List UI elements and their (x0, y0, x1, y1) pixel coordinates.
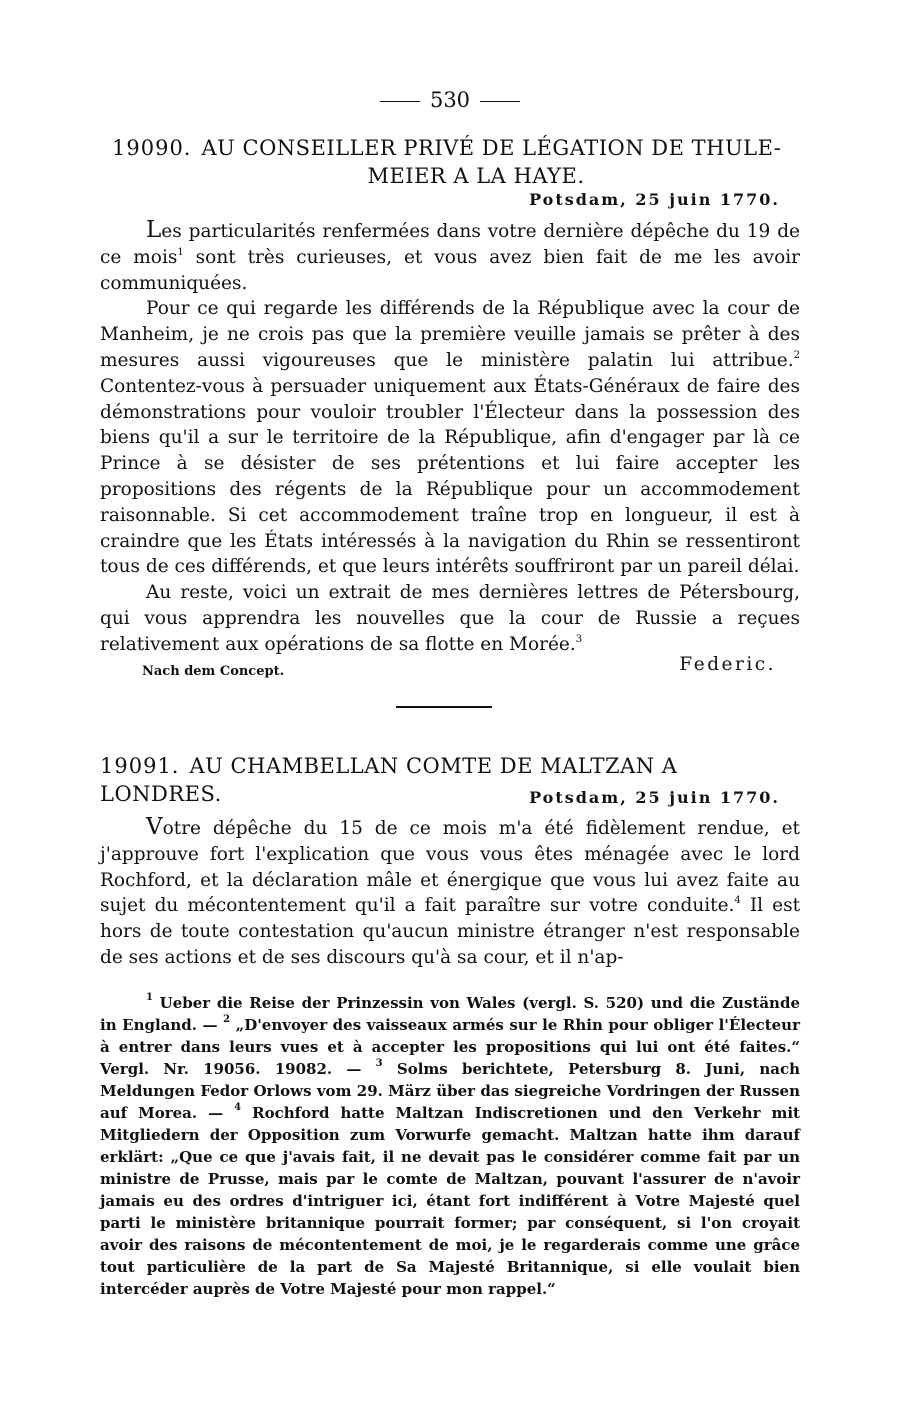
letter-title-line1: AU CONSEILLER PRIVÉ DE LÉGATION DE THULE- (201, 136, 782, 160)
separator-rule (396, 706, 492, 708)
letter-heading-19090 (100, 134, 800, 190)
letter-title-line1: AU CHAMBELLAN COMTE DE MALTZAN A LONDRES. (100, 754, 678, 806)
text-span: Contentez-vous à persuader uniquement aux États-Généraux de faire des démonstrations pour vouloir troubler l'Électeur dans la possession des biens qu'il a sur le territoire de la République, afin d'engager par là ce Prince à se désister de ses prétentions et lui faire accepter les propositions des régents de la République pour un accommodement raisonnable. Si cet accommodement traîne trop en longueur, il est à craindre que les États intéressés à la navigation du Rhin se ressentiront tous de ces différends, et que leurs intérêts souffriront par un pareil délai. (100, 375, 800, 578)
text-span: Il est hors de toute contestation qu'aucun ministre étranger n'est responsable de ses actions et de ses discours qu'à sa cour, et il n'ap- (100, 895, 801, 968)
place-date: Potsdam, 25 juin 1770. (529, 788, 780, 807)
source-note: Nach dem Concept. (142, 664, 285, 679)
text-span: Votre dépêche du 15 de ce mois m'a été fidèlement rendue, et j'approuve fort l'explication que vous vous êtes ménagée avec le lord Rochford, et la déclaration mâle et énergique que vous lui avez faite au sujet du mécontentement qu'il a fait paraître sur votre conduite. (100, 814, 800, 917)
footnote-ref: 4 (734, 895, 741, 907)
text-span: Pour ce qui regarde les différends de la République avec la cour de Manheim, je ne crois pas que la première veuille jamais se prêter à des mesures aussi vigoureuses que le ministère palatin lui attribue. (100, 298, 800, 371)
footnote-ref: 2 (793, 349, 800, 361)
text-span: Les particularités renfermées dans votre dernière dépêche du 19 de ce mois (100, 217, 800, 268)
letter-number: 19091. (100, 754, 180, 778)
paragraph (100, 296, 800, 580)
page-number-dash-left (380, 101, 420, 102)
text-span: sont très curieuses, et vous avez bien fait de me les avoir communiquées. (100, 246, 800, 294)
paragraph (100, 218, 800, 296)
footnotes (100, 992, 800, 1300)
footnote-text: Ueber die Reise der Prinzessin von Wales (vergl. S. 520) und die Zustände in England. — (100, 994, 800, 1034)
footnote-mark: 3 (375, 1058, 383, 1069)
signature: Federic. (679, 654, 776, 675)
footnote-mark: 1 (146, 992, 153, 1003)
footnote-mark: 4 (234, 1102, 242, 1113)
letter-number: 19090. (112, 136, 192, 160)
footnote-paragraph (100, 992, 800, 1300)
letter-body-19091 (100, 815, 800, 971)
footnote-text: Rochford hatte Maltzan Indiscretionen und den Verkehr mit Mitgliedern der Opposition zum Vorwurfe gemacht. Maltzan hatte ihm darauf erklärt: „Que ce que j'avais fait, il ne devait pas le considérer comme fait par un ministre de Prusse, mais par le comte de Maltzan, pouvant l'assurer de n'avoir jamais eu des ordres d'intriguer ici, étant fort indifférent à Votre Majesté quel parti le ministère britannique pourrait former; par conséquent, si l'on croyait avoir des raisons de mécontentement de moi, je le regarderais comme une grâce tout particulière de la part de Sa Majesté Britannique, si elle voulait bien intercéder auprès de Votre Majesté pour mon rappel.“ (100, 1104, 800, 1298)
page-number-text: 530 (429, 88, 471, 112)
footnote-text: „D'envoyer des vaisseaux armés sur le Rhin pour obliger l'Électeur à entrer dans leurs vues et à accepter les propositions qui lui ont été faites.“ Vergl. Nr. 19056. 19082. — (100, 1016, 800, 1078)
footnote-ref: 1 (177, 246, 184, 258)
page-number-dash-right (480, 101, 520, 102)
letter-title-line2: MEIER A LA HAYE. (367, 164, 585, 188)
footnote-text: Solms berichtete, Petersburg 8. Juni, nach Meldungen Fedor Orlows vom 29. März über das siegreiche Vordringen der Russen auf Morea. — (100, 1060, 800, 1122)
document-page (100, 0, 800, 1404)
place-date: Potsdam, 25 juin 1770. (529, 190, 780, 209)
letter-body-19090 (100, 218, 800, 658)
footnote-ref: 3 (575, 633, 583, 645)
text-span: Au reste, voici un extrait de mes dernières lettres de Pétersbourg, qui vous apprendra les nouvelles que la cour de Russie a reçues relativement aux opérations de sa flotte en Morée. (100, 582, 800, 655)
page-number (100, 88, 800, 112)
paragraph (100, 580, 800, 657)
footnote-mark: 2 (223, 1014, 231, 1025)
paragraph (100, 815, 800, 971)
